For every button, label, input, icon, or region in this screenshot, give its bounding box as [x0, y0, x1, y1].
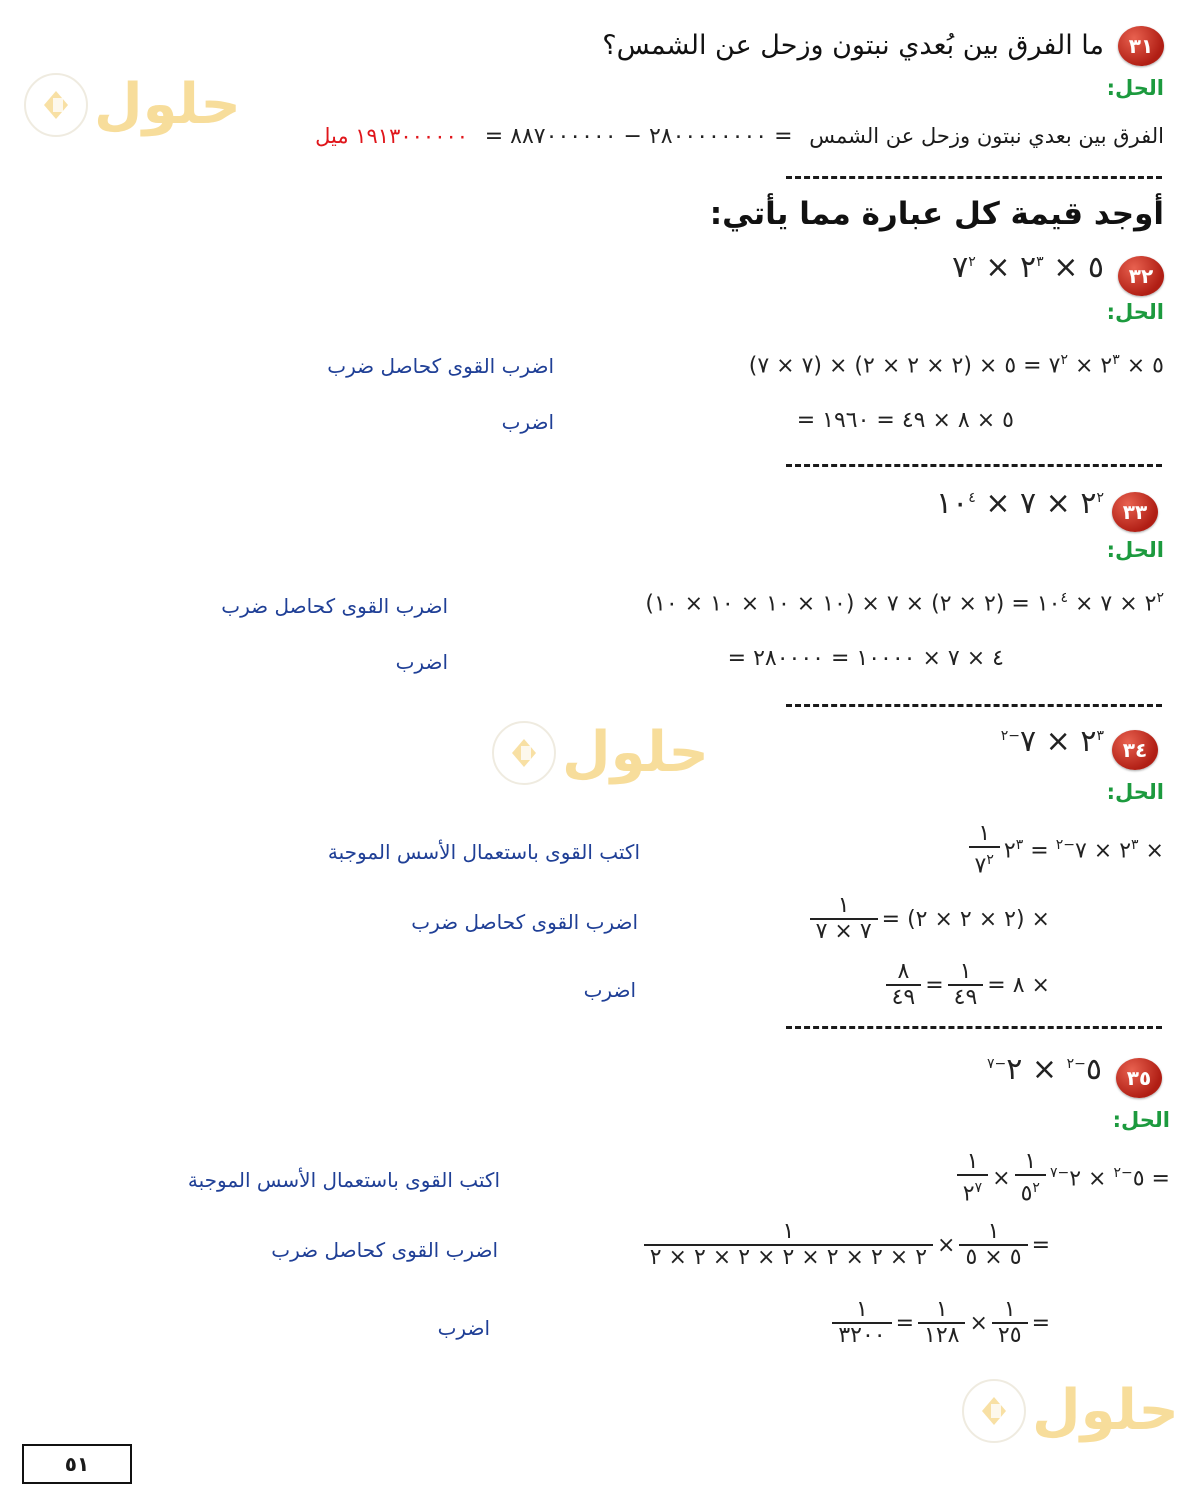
fraction-numerator: ١ — [1024, 1149, 1037, 1174]
question-expression: $٢^٣$ × $٧^{-٢}$ — [1000, 724, 1104, 759]
page-number: ٥١ — [64, 1452, 90, 1476]
question-expression: $٥^{-٢}$ × $٢^{-٧}$ — [987, 1052, 1102, 1087]
solution-step-2 — [640, 1220, 1050, 1270]
solution-math: = ٢٨٠٠٠٠٠٠٠٠ − ٨٨٧٠٠٠٠٠٠ = — [484, 124, 793, 149]
step-hint: اكتب القوى باستعمال الأسس الموجبة — [187, 1168, 500, 1192]
solution-step-3 — [882, 960, 1050, 1010]
solution-step-2: = ٥ × ٨ × ٤٩ = ١٩٦٠ — [796, 408, 1014, 433]
fraction — [959, 1220, 1027, 1270]
step-hint: اضرب — [583, 978, 636, 1002]
equals-sign: = — [895, 1310, 915, 1336]
fraction-numerator: ١ — [856, 1297, 868, 1322]
fraction — [810, 894, 878, 944]
solution-label: الحل: — [1106, 300, 1164, 324]
section-heading: أوجد قيمة كل عبارة مما يأتي: — [709, 196, 1164, 232]
fraction-denominator: $٢^٧$ — [957, 1174, 988, 1206]
solution-line — [315, 124, 1164, 149]
equals-sign: = — [1031, 1232, 1050, 1258]
fraction-denominator: ٤٩ — [886, 984, 922, 1010]
solution-lead-text: الفرق بين بعدي نبتون وزحل عن الشمس — [809, 124, 1164, 148]
watermark-logo — [24, 72, 241, 137]
solution-step-1: ٥ × $٢^٣$ × $٧^٢$ = ٥ × (٢ × ٢ × ٢) × (٧ × ٧) — [748, 352, 1164, 379]
fraction — [948, 960, 984, 1010]
fraction-denominator: ٣٢٠٠ — [832, 1322, 891, 1348]
fraction-numerator: ١ — [966, 1149, 979, 1174]
question-number-badge: ٣١ — [1118, 26, 1164, 66]
fraction-denominator: ٢ × ٢ × ٢ × ٢ × ٢ × ٢ × ٢ — [644, 1244, 933, 1270]
solution-step-2: = ٤ × ٧ × ١٠٠٠٠ = ٢٨٠٠٠٠ — [727, 646, 1004, 671]
equals-sign: = — [1031, 1310, 1050, 1336]
times-sign: × — [937, 1232, 956, 1258]
solution-step-1 — [953, 1150, 1170, 1206]
divider — [786, 464, 1162, 467]
fraction — [832, 1298, 891, 1348]
step-hint: اضرب القوى كحاصل ضرب — [327, 354, 554, 378]
divider — [786, 1026, 1162, 1029]
fraction-denominator: ٥ × ٥ — [959, 1244, 1027, 1270]
step-hint: اضرب القوى كحاصل ضرب — [221, 594, 448, 618]
question-expression: ٥ × $٢^٣$ × $٧^٢$ — [952, 250, 1104, 285]
page-number-box — [22, 1444, 132, 1484]
solution-label: الحل: — [1106, 538, 1164, 562]
fraction — [918, 1298, 965, 1348]
solution-step-2 — [806, 894, 1050, 944]
solution-label: الحل: — [1112, 1108, 1170, 1132]
book-icon — [962, 1379, 1026, 1443]
question-number-badge: ٣٣ — [1112, 492, 1158, 532]
times-sign: × — [969, 1310, 988, 1336]
fraction-numerator: ١ — [987, 1219, 1000, 1244]
fraction-numerator: ١ — [978, 821, 991, 846]
fraction-denominator: ٢٥ — [992, 1322, 1028, 1348]
question-text: ما الفرق بين بُعدي نبتون وزحل عن الشمس؟ — [602, 30, 1104, 61]
question-number-badge: ٣٤ — [1112, 730, 1158, 770]
step-hint: اضرب — [501, 410, 554, 434]
question-number-badge: ٣٥ — [1116, 1058, 1162, 1098]
step-hint: اضرب القوى كحاصل ضرب — [271, 1238, 498, 1262]
fraction-denominator: ٤٩ — [948, 984, 984, 1010]
solution-label: الحل: — [1106, 780, 1164, 804]
fraction-denominator: $٧^٢$ — [969, 846, 1000, 878]
fraction — [644, 1220, 933, 1270]
solution-step-3 — [828, 1298, 1050, 1348]
book-icon — [24, 73, 88, 137]
fraction — [957, 1150, 988, 1206]
step-hint: اضرب — [395, 650, 448, 674]
solution-step-1 — [965, 822, 1164, 878]
watermark-text: حلول — [1032, 1378, 1179, 1443]
step-hint: اضرب — [437, 1316, 490, 1340]
fraction — [969, 822, 1000, 878]
fraction-numerator: ٨ — [897, 959, 910, 984]
step-expression: = (٢ × ٢ × ٢) × — [881, 906, 1050, 932]
fraction-numerator: ١ — [959, 959, 972, 984]
step-expression: $٢^٣$ × $٧^{-٢}$ = $٢^٣$ × — [1003, 837, 1164, 864]
watermark-text: حلول — [562, 720, 709, 785]
step-hint: اكتب القوى باستعمال الأسس الموجبة — [327, 840, 640, 864]
fraction — [1015, 1150, 1046, 1206]
fraction-denominator: $٥^٢$ — [1015, 1174, 1046, 1206]
step-hint: اضرب القوى كحاصل ضرب — [411, 910, 638, 934]
divider — [786, 704, 1162, 707]
fraction-denominator: ١٢٨ — [918, 1322, 965, 1348]
book-icon — [492, 721, 556, 785]
fraction-numerator: ١ — [1003, 1297, 1016, 1322]
solution-label: الحل: — [1106, 76, 1164, 100]
watermark-logo — [492, 720, 709, 785]
watermark-logo — [962, 1378, 1179, 1443]
times-sign: × — [992, 1165, 1011, 1191]
divider — [786, 176, 1162, 179]
final-answer: ١٩١٣٠٠٠٠٠٠ ميل — [315, 124, 469, 148]
fraction-numerator: ١ — [782, 1219, 795, 1244]
fraction — [992, 1298, 1028, 1348]
fraction — [886, 960, 922, 1010]
fraction-denominator: ٧ × ٧ — [810, 918, 878, 944]
step-expression: $٥^{-٢}$ × $٢^{-٧}$ = — [1049, 1165, 1170, 1192]
equals-sign: = — [925, 972, 944, 998]
question-number-badge: ٣٢ — [1118, 256, 1164, 296]
fraction-numerator: ١ — [837, 893, 850, 918]
watermark-text: حلول — [94, 72, 241, 137]
fraction-numerator: ١ — [935, 1297, 948, 1322]
question-expression: $٢^٢$ × ٧ × $١٠^٤$ — [936, 486, 1104, 521]
solution-step-1: $٢^٢$ × ٧ × $١٠^٤$ = (٢ × ٢) × ٧ × (١٠ × ١٠ × ١٠ × ١٠) — [645, 590, 1164, 617]
step-expression: = ٨ × — [987, 972, 1050, 998]
